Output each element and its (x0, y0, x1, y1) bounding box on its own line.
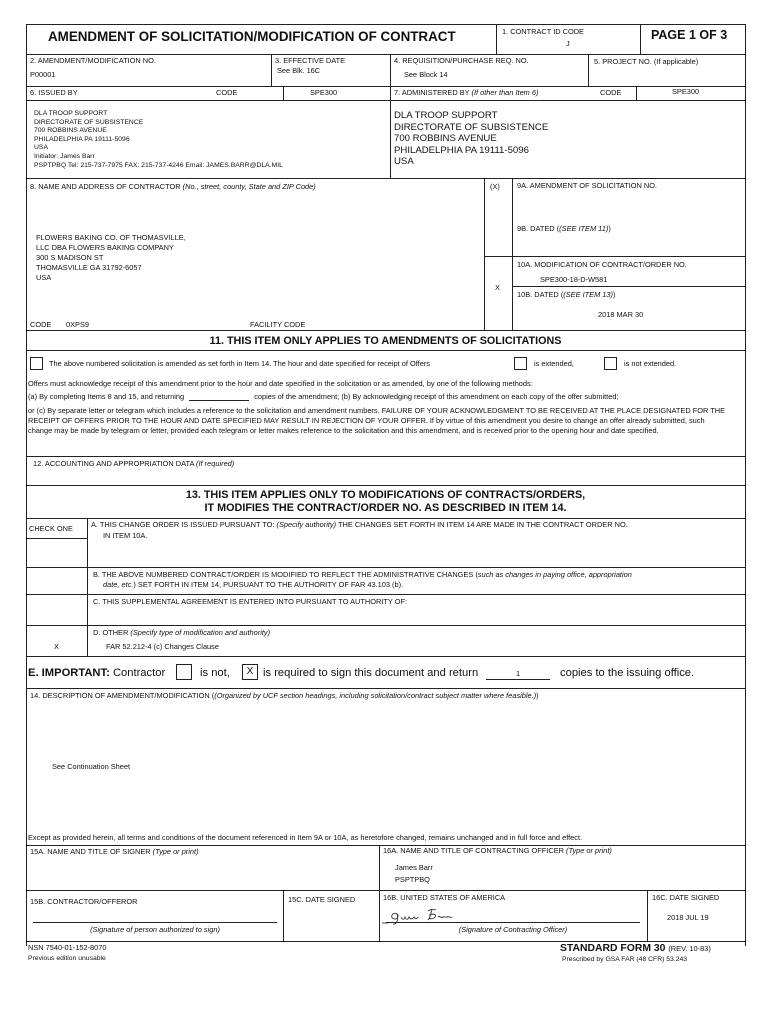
rule (283, 890, 284, 941)
check-one-label: CHECK ONE (29, 524, 73, 533)
copies-blank[interactable] (189, 400, 249, 401)
contracting-officer-signature (380, 905, 470, 927)
contractor-label: 8. NAME AND ADDRESS OF CONTRACTOR (No., street, county, State and ZIP Code) (30, 182, 316, 191)
rule (496, 24, 497, 54)
copies-value[interactable]: 1 (486, 670, 550, 680)
rule (26, 890, 745, 891)
rule (588, 54, 589, 86)
prescribed-by: Prescribed by GSA FAR (48 CFR) 53.243 (562, 956, 688, 963)
project-no-label: 5. PROJECT NO. (If applicable) (594, 57, 699, 66)
rule (26, 538, 87, 539)
terms-statement: Except as provided herein, all terms and conditions of the document referenced in Item 9A or 10A, as heretofore changed, remains unchanged and in full force and effect. (28, 833, 583, 842)
rule (26, 330, 745, 331)
officer-date-value[interactable]: 2018 JUL 19 (667, 913, 709, 922)
rule (390, 54, 391, 86)
accounting-label: 12. ACCOUNTING AND APPROPRIATION DATA (If required) (33, 459, 235, 468)
rule (283, 86, 284, 100)
modification-dated-label: 10B. DATED ((SEE ITEM 13)) (517, 290, 616, 299)
option-a-text-2: IN ITEM 10A. (103, 531, 148, 540)
contract-id-value[interactable]: J (566, 39, 570, 48)
rule (26, 656, 745, 657)
rule (26, 86, 745, 87)
method-a-text: (a) By completing Items 8 and 15, and returning copies of the amendment; (b) By acknowledging receipt of this amendment on each copy of the offer submitted; (28, 392, 619, 401)
rule (484, 256, 745, 257)
usa-label: 16B. UNITED STATES OF AMERICA (383, 893, 506, 902)
effective-date-value[interactable]: See Blk. 16C (277, 66, 321, 75)
rule (26, 518, 745, 519)
rule (26, 178, 745, 179)
contracting-officer-title[interactable]: PSPTPBQ (395, 875, 430, 884)
rule (26, 688, 745, 689)
is-not-checkbox[interactable] (176, 664, 192, 680)
rule (271, 54, 272, 86)
contracting-officer-name[interactable]: James Barr (395, 863, 433, 872)
rule (26, 54, 745, 55)
solicitation-dated-label: 9B. DATED ((SEE ITEM 11)) (517, 224, 611, 233)
rule (26, 594, 745, 595)
offers-instruction: Offers must acknowledge receipt of this amendment prior to the hour and date specified in the solicitation or as amended, by one of the following methods: (28, 379, 533, 388)
rule (745, 24, 746, 946)
contractor-code-value[interactable]: 0XPS9 (66, 320, 90, 329)
not-extended-checkbox[interactable] (604, 357, 617, 370)
administered-by-label: 7. ADMINISTERED BY (If other than Item 6) (394, 88, 539, 97)
not-extended-label: is not extended. (624, 359, 677, 368)
extended-checkbox[interactable] (514, 357, 527, 370)
contractor-date-label: 15C. DATE SIGNED (288, 895, 356, 904)
amended-checkbox[interactable] (30, 357, 43, 370)
officer-date-label: 16C. DATE SIGNED (652, 893, 720, 902)
rule (26, 625, 745, 626)
amendment-no-value[interactable]: P00001 (30, 70, 56, 79)
solicitation-no-label: 9A. AMENDMENT OF SOLICITATION NO. (517, 181, 658, 190)
contractor-code-label: CODE (30, 320, 52, 329)
modification-checkmark[interactable]: X (495, 283, 500, 292)
rule (87, 518, 88, 656)
copies-tail: copies to the issuing office. (560, 667, 695, 679)
contracting-officer-signature-caption: (Signature of Contracting Officer) (458, 925, 568, 934)
form-title: AMENDMENT OF SOLICITATION/MODIFICATION OF CONTRACT (48, 29, 456, 44)
contract-id-label: 1. CONTRACT ID CODE (502, 27, 584, 36)
is-not-label: is not, (200, 667, 230, 679)
contractor-offeror-label: 15B. CONTRACTOR/OFFEROR (30, 897, 138, 906)
section-13-title-1: 13. THIS ITEM APPLIES ONLY TO MODIFICATIONS OF CONTRACTS/ORDERS, (185, 489, 586, 501)
amendment-no-label: 2. AMENDMENT/MODIFICATION NO. (30, 56, 156, 65)
rule (26, 941, 745, 942)
rule (484, 178, 485, 330)
section-13-title-2: IT MODIFIES THE CONTRACT/ORDER NO. AS DESCRIBED IN ITEM 14. (204, 502, 567, 514)
contractor-signature-caption: (Signature of person authorized to sign) (90, 925, 220, 934)
modification-no-value[interactable]: SPE300-18-D-W581 (540, 275, 608, 284)
description-content: See Continuation Sheet (52, 762, 131, 771)
requisition-label: 4. REQUISITION/PURCHASE REQ. NO. (394, 56, 529, 65)
signer-name-label: 15A. NAME AND TITLE OF SIGNER (Type or print) (30, 847, 199, 856)
administered-by-address: DLA TROOP SUPPORT DIRECTORATE OF SUBSISTENCE 700 ROBBINS AVENUE PHILADELPHIA PA 19111-5096 USA (394, 110, 549, 168)
option-d-checkmark[interactable]: X (54, 642, 59, 651)
contracting-officer-label: 16A. NAME AND TITLE OF CONTRACTING OFFICER (Type or print) (383, 846, 612, 855)
rule (26, 350, 745, 351)
section-11-title: 11. THIS ITEM ONLY APPLIES TO AMENDMENTS OF SOLICITATIONS (209, 335, 562, 347)
rule (26, 485, 745, 486)
previous-edition-note: Previous edition unusable (28, 955, 106, 962)
rule (26, 456, 745, 457)
facility-code-label: FACILITY CODE (250, 320, 306, 329)
nsn-number: NSN 7540-01-152-8070 (28, 943, 107, 952)
option-c-text: C. THIS SUPPLEMENTAL AGREEMENT IS ENTERED INTO PURSUANT TO AUTHORITY OF: (93, 597, 408, 606)
rule (26, 567, 745, 568)
rule (640, 24, 641, 54)
rule (512, 178, 513, 330)
option-b-text-2: date, etc.) SET FORTH IN ITEM 14, PURSUANT TO THE AUTHORITY OF FAR 43.103 (b). (103, 580, 404, 589)
requisition-value[interactable]: See Block 14 (404, 70, 448, 79)
x-column-header: (X) (490, 182, 500, 191)
is-required-label: is required to sign this document and return (263, 667, 479, 679)
issued-code-label: CODE (216, 88, 238, 97)
rule (512, 286, 745, 287)
description-label: 14. DESCRIPTION OF AMENDMENT/MODIFICATION ((Organized by UCF section headings, including solicitation/contract subject matter where feasible.)) (30, 691, 539, 700)
option-b-text: B. THE ABOVE NUMBERED CONTRACT/ORDER IS MODIFIED TO REFLECT THE ADMINISTRATIVE CHANGES (such as changes in paying office, appropriation (93, 570, 632, 579)
option-d-value[interactable]: FAR 52.212-4 (c) Changes Clause (106, 642, 219, 651)
issued-by-label: 6. ISSUED BY (30, 88, 78, 97)
standard-form-id: STANDARD FORM 30 (REV. 10-83) (560, 943, 711, 954)
option-d-text: D. OTHER (Specify type of modification and authority) (93, 628, 271, 637)
admin-code-value[interactable]: SPE300 (672, 87, 700, 96)
issued-by-address: DLA TROOP SUPPORT DIRECTORATE OF SUBSISTENCE 700 ROBBINS AVENUE PHILADELPHIA PA 19111-5096 USA Initiator: James Barr PSPTPBQ Tel: 215-737-7975 FAX: 215-737-4246 Email: JAMES.BARR@DLA.MIL (34, 110, 283, 169)
option-a-text: A. THIS CHANGE ORDER IS ISSUED PURSUANT TO: (Specify authority) THE CHANGES SET FORTH IN ITEM 14 ARE MADE IN THE CONTRACT ORDER NO. (91, 520, 628, 529)
rule (636, 86, 637, 100)
modification-dated-value[interactable]: 2018 MAR 30 (598, 310, 644, 319)
modification-no-label: 10A. MODIFICATION OF CONTRACT/ORDER NO. (517, 260, 687, 269)
important-label: E. IMPORTANT: Contractor (28, 667, 166, 679)
rule (647, 890, 648, 941)
method-c-text: or (c) By separate letter or telegram which includes a reference to the solicitation and amendment numbers. FAILURE OF YOUR ACKNOWLEDGMENT TO BE RECEIVED AT THE PLACE DESIGNATED FOR THE RECEIPT OF OFFERS PRIOR TO THE HOUR AND DATE SPECIFIED MAY RESULT IN REJECTION OF YOUR OFFER. If by virtue of this amendment you desire to change an offer already submitted, such change may be made by telegram or letter, provided each telegram or letter makes reference to the solicitation and this amendment, and is received prior to the opening hour and date specified. (28, 406, 726, 436)
rule (26, 100, 745, 101)
page-indicator: PAGE 1 OF 3 (651, 28, 728, 42)
issued-code-value[interactable]: SPE300 (310, 88, 338, 97)
extended-label: is extended, (534, 359, 574, 368)
admin-code-label: CODE (600, 88, 622, 97)
effective-date-label: 3. EFFECTIVE DATE (275, 56, 346, 65)
amended-text: The above numbered solicitation is amended as set forth in Item 14. The hour and date specified for receipt of Offers (49, 359, 430, 368)
contractor-address: FLOWERS BAKING CO. OF THOMASVILLE, LLC DBA FLOWERS BAKING COMPANY 300 S MADISON ST THOMASVILLE GA 31792-6057 USA (36, 233, 186, 282)
rule (26, 24, 745, 25)
signature-line (33, 922, 277, 923)
is-required-checkbox[interactable]: X (242, 664, 258, 680)
